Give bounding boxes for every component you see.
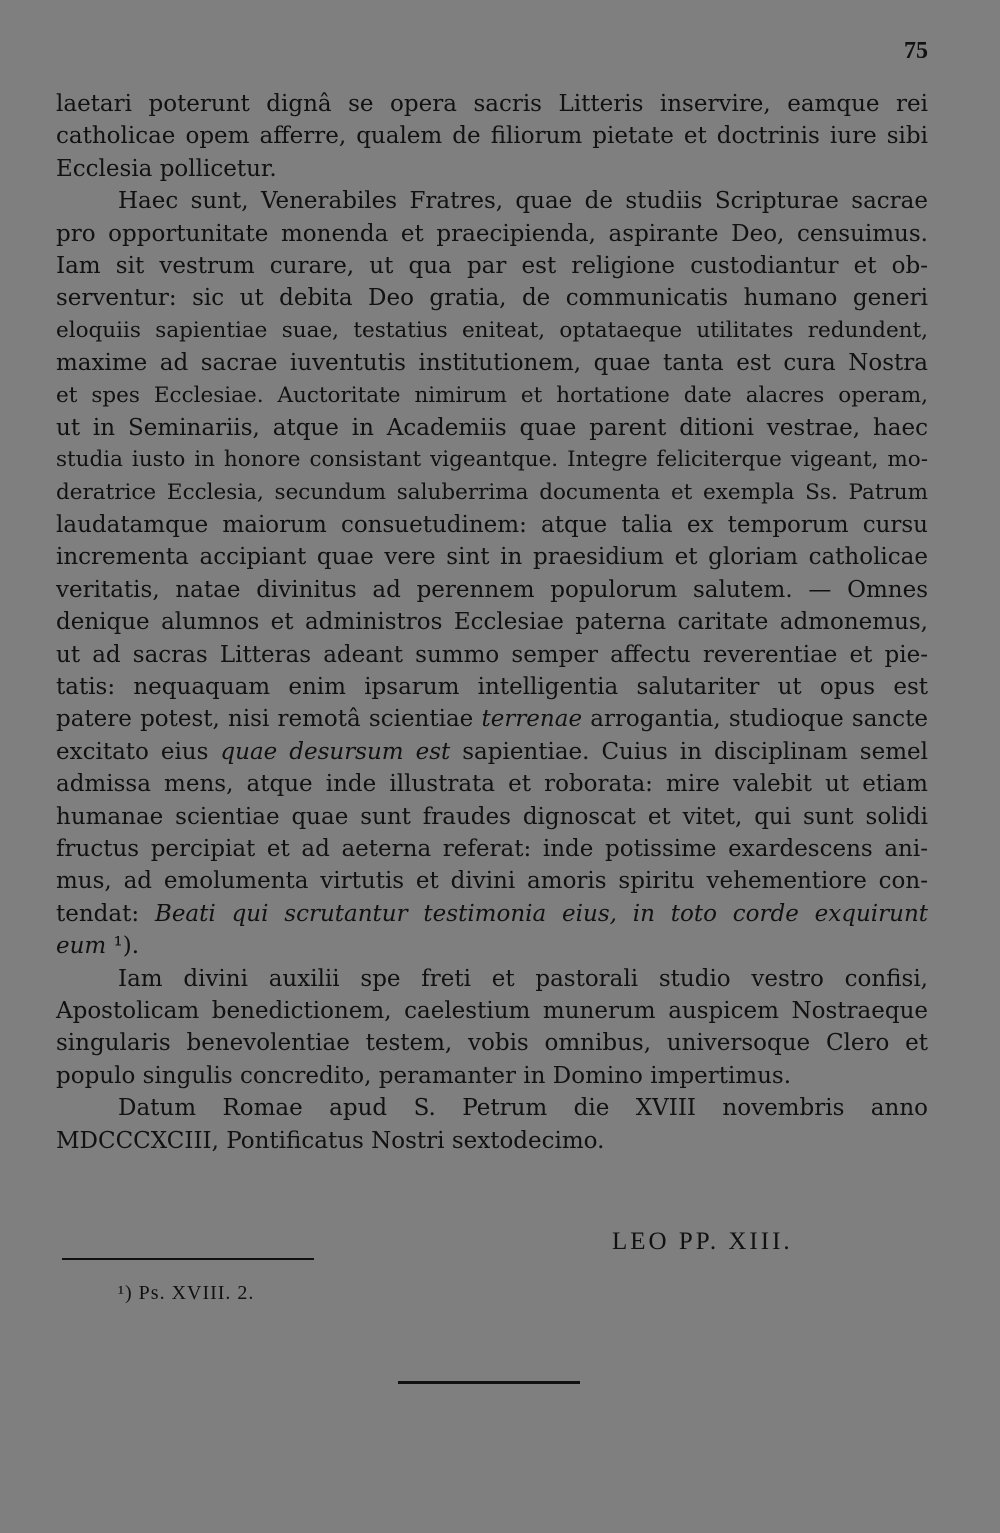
text-line: MDCCCXCIII, Pontificatus Nostri sextodecimo. <box>56 1127 605 1154</box>
text-line: singularis benevolentiae testem, vobis omnibus, universoque Clero et <box>56 1030 928 1057</box>
text-line: eum ¹). <box>56 933 140 960</box>
end-divider <box>398 1381 580 1384</box>
text-line: excitato eius quae desursum est sapientiae. Cuius in disciplinam semel <box>56 738 928 765</box>
italic-text: Beati qui scrutantur testimonia eius, in toto corde exquirunt <box>154 900 928 927</box>
text-line: deratrice Ecclesia, secundum saluberrima documenta et exempla Ss. Patrum <box>56 479 928 505</box>
footnote: ¹) Ps. XVIII. 2. <box>118 1282 255 1304</box>
text-line: mus, ad emolumenta virtutis et divini amoris spiritu vehementiore con- <box>56 868 928 895</box>
text-line: humanae scientiae quae sunt fraudes dignoscat et vitet, qui sunt solidi <box>56 803 928 830</box>
text-line: admissa mens, atque inde illustrata et roborata: mire valebit ut etiam <box>56 771 928 798</box>
italic-text: quae desursum est <box>220 738 451 765</box>
text-line: incrementa accipiant quae vere sint in praesidium et gloriam catholicae <box>56 544 928 571</box>
italic-text: eum <box>56 933 107 960</box>
signature: LEO PP. XIII. <box>612 1228 793 1255</box>
text-line: Ecclesia pollicetur. <box>56 155 277 182</box>
body-text <box>56 88 928 1157</box>
text-line: Iam divini auxilii spe freti et pastorali studio vestro confisi, <box>118 965 928 992</box>
text-line: ut ad sacras Litteras adeant summo semper affectu reverentiae et pie- <box>56 641 928 668</box>
text-line: pro opportunitate monenda et praecipienda, aspirante Deo, censuimus. <box>56 220 928 247</box>
text-line: patere potest, nisi remotâ scientiae terrenae arrogantia, studioque sancte <box>56 706 928 733</box>
text-line: maxime ad sacrae iuventutis institutionem, quae tanta est cura Nostra <box>56 350 928 377</box>
italic-text: terrenae <box>481 706 583 733</box>
text-line: tendat: Beati qui scrutantur testimonia eius, in toto corde exquirunt <box>56 900 928 927</box>
text-line: Iam sit vestrum curare, ut qua par est religione custodiantur et ob- <box>56 252 928 279</box>
text-line: Haec sunt, Venerabiles Fratres, quae de studiis Scripturae sacrae <box>118 188 928 215</box>
text-line: Datum Romae apud S. Petrum die XVIII novembris anno <box>118 1095 928 1122</box>
text-line: catholicae opem afferre, qualem de filiorum pietate et doctrinis iure sibi <box>56 123 928 150</box>
page-number: 75 <box>904 38 928 64</box>
text-line: studia iusto in honore consistant vigeantque. Integre feliciterque vigeant, mo- <box>56 447 928 473</box>
text-line: tatis: nequaquam enim ipsarum intelligentia salutariter ut opus est <box>56 674 928 701</box>
text-line: ut in Seminariis, atque in Academiis quae parent ditioni vestrae, haec <box>56 414 928 441</box>
text-line: serventur: sic ut debita Deo gratia, de communicatis humano generi <box>56 285 928 312</box>
text-line: laudatamque maiorum consuetudinem: atque talia ex temporum cursu <box>56 512 928 539</box>
footnote-divider <box>62 1258 314 1260</box>
text-line: denique alumnos et administros Ecclesiae paterna caritate admonemus, <box>56 609 928 636</box>
text-line: fructus percipiat et ad aeterna referat: inde potissime exardescens ani- <box>56 835 928 862</box>
text-line: et spes Ecclesiae. Auctoritate nimirum et hortatione date alacres operam, <box>56 382 928 408</box>
text-line: eloquiis sapientiae suae, testatius eniteat, optataeque utilitates redundent, <box>56 317 928 343</box>
text-line: laetari poterunt dignâ se opera sacris Litteris inservire, eamque rei <box>56 91 928 117</box>
text-line: populo singulis concredito, peramanter in Domino impertimus. <box>56 1062 792 1089</box>
text-line: Apostolicam benedictionem, caelestium munerum auspicem Nostraeque <box>56 997 928 1024</box>
text-line: veritatis, natae divinitus ad perennem populorum salutem. — Omnes <box>56 576 928 603</box>
